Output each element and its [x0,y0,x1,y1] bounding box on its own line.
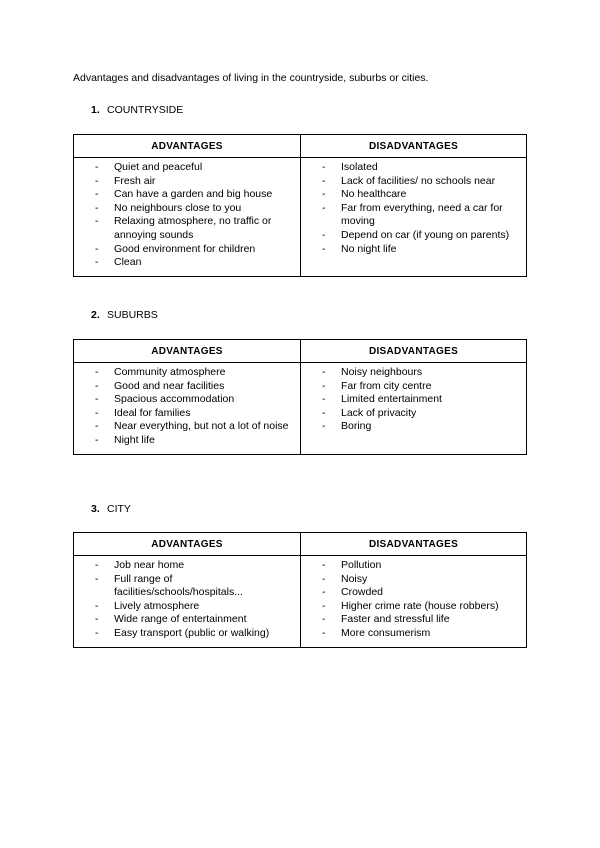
bullet-dash: - [95,599,99,612]
section-title: SUBURBS [107,309,158,321]
list-item [74,215,300,242]
table-header-row [74,340,527,363]
bullet-dash: - [95,393,99,406]
list-item-text: Ideal for families [114,406,191,419]
table-body-row [74,363,527,455]
list-item-text: Crowded [341,586,384,599]
list-item [74,627,300,641]
list-item-text: Far from everything, need a car for moving [341,201,503,228]
bullet-dash: - [322,626,326,639]
bullet-dash: - [322,393,326,406]
list-item-text: Job near home [114,559,185,571]
list-item-text: Quiet and peaceful [114,161,203,173]
list-item [74,393,300,407]
intro-text: Advantages and disadvantages of living in the countryside, suburbs or cities. [73,72,429,84]
list-item-text: No healthcare [341,188,407,201]
list-item-text: Boring [341,420,372,433]
table-city [73,532,527,648]
disadvantages-cell [301,556,527,648]
list-item [74,380,300,394]
list-item [301,586,526,600]
list-item-text: Limited entertainment [341,393,442,406]
bullet-dash: - [95,256,99,269]
bullet-dash: - [322,201,326,214]
list-item-text: No neighbours close to you [114,201,242,214]
header-advantages: ADVANTAGES [74,533,301,556]
table-suburbs [73,339,527,455]
header-disadvantages: DISADVANTAGES [301,135,527,158]
bullet-dash: - [322,406,326,419]
list-item [74,161,300,175]
list-item [301,380,526,394]
bullet-dash: - [95,406,99,419]
list-item [301,420,526,434]
list-item-text: Can have a garden and big house [114,188,273,201]
list-item [74,243,300,257]
bullet-dash: - [95,559,99,571]
bullet-dash: - [95,420,99,433]
bullet-dash: - [322,599,326,612]
header-disadvantages: DISADVANTAGES [301,340,527,363]
list-item-text: Lack of privacity [341,406,417,419]
bullet-dash: - [322,613,326,626]
list-item-text: Wide range of entertainment [114,613,247,626]
list-item-text: Clean [114,256,142,269]
list-item-text: Relaxing atmosphere, no traffic or annoying sounds [114,215,272,241]
bullet-dash: - [322,559,326,571]
table-header-row [74,533,527,556]
list-item-text: No night life [341,242,397,255]
list-item [74,366,300,380]
bullet-dash: - [322,188,326,201]
advantages-list [74,366,300,448]
list-item [74,600,300,614]
list-item-text: Noisy neighbours [341,366,423,378]
bullet-dash: - [95,572,99,585]
table-body-row [74,556,527,648]
bullet-dash: - [95,626,99,639]
table-header-row [74,135,527,158]
list-item [74,202,300,216]
list-item [74,559,300,573]
disadvantages-cell [301,363,527,455]
bullet-dash: - [95,613,99,626]
list-item-text: Far from city centre [341,379,432,392]
disadvantages-list [301,559,526,641]
section-heading-countryside [91,104,183,116]
list-item [74,420,300,434]
section-heading-city [91,503,131,515]
bullet-dash: - [322,572,326,585]
bullet-dash: - [322,161,326,173]
list-item-text: Night life [114,433,155,446]
advantages-cell [74,158,301,277]
table-countryside [73,134,527,277]
list-item [74,434,300,448]
list-item-text: Noisy [341,572,368,585]
disadvantages-list [301,366,526,434]
list-item-text: Good environment for children [114,242,256,255]
table-body-row [74,158,527,277]
list-item-text: Full range of facilities/schools/hospitals... [114,572,243,599]
header-advantages: ADVANTAGES [74,135,301,158]
bullet-dash: - [322,586,326,599]
list-item [74,407,300,421]
list-item-text: Lively atmosphere [114,599,200,612]
list-item [301,229,526,243]
bullet-dash: - [95,201,99,214]
list-item [301,202,526,229]
advantages-cell [74,363,301,455]
list-item-text: Depend on car (if young on parents) [341,228,510,241]
list-item [301,600,526,614]
header-disadvantages: DISADVANTAGES [301,533,527,556]
list-item [301,393,526,407]
bullet-dash: - [95,242,99,255]
bullet-dash: - [95,433,99,446]
advantages-list [74,161,300,270]
list-item [301,407,526,421]
list-item [74,613,300,627]
header-advantages: ADVANTAGES [74,340,301,363]
list-item [301,613,526,627]
list-item-text: Higher crime rate (house robbers) [341,599,499,612]
list-item-text: Good and near facilities [114,379,225,392]
bullet-dash: - [95,215,99,228]
list-item [74,256,300,270]
section-number: 2. [91,309,100,321]
list-item [301,627,526,641]
list-item [301,573,526,587]
bullet-dash: - [322,228,326,241]
bullet-dash: - [322,420,326,433]
section-number: 1. [91,104,100,116]
list-item-text: Faster and stressful life [341,613,450,626]
bullet-dash: - [95,379,99,392]
list-item [301,559,526,573]
list-item-text: Pollution [341,559,382,571]
disadvantages-list [301,161,526,256]
list-item [74,175,300,189]
list-item [301,366,526,380]
list-item [301,188,526,202]
bullet-dash: - [95,366,99,378]
bullet-dash: - [95,188,99,201]
list-item-text: Easy transport (public or walking) [114,626,270,639]
bullet-dash: - [322,366,326,378]
bullet-dash: - [322,242,326,255]
section-title: COUNTRYSIDE [107,104,184,116]
list-item-text: Spacious accommodation [114,393,235,406]
advantages-list [74,559,300,641]
section-heading-suburbs [91,309,158,321]
list-item [301,175,526,189]
bullet-dash: - [95,174,99,187]
list-item [74,188,300,202]
section-number: 3. [91,503,100,515]
list-item-text: Lack of facilities/ no schools near [341,174,496,187]
bullet-dash: - [322,174,326,187]
disadvantages-cell [301,158,527,277]
list-item [301,243,526,257]
list-item-text: Near everything, but not a lot of noise [114,420,289,433]
list-item-text: Fresh air [114,174,156,187]
bullet-dash: - [95,161,99,173]
list-item-text: Isolated [341,161,378,173]
bullet-dash: - [322,379,326,392]
section-title: CITY [107,503,131,515]
advantages-cell [74,556,301,648]
list-item [301,161,526,175]
list-item-text: More consumerism [341,626,431,639]
list-item [74,573,300,600]
list-item-text: Community atmosphere [114,366,226,378]
